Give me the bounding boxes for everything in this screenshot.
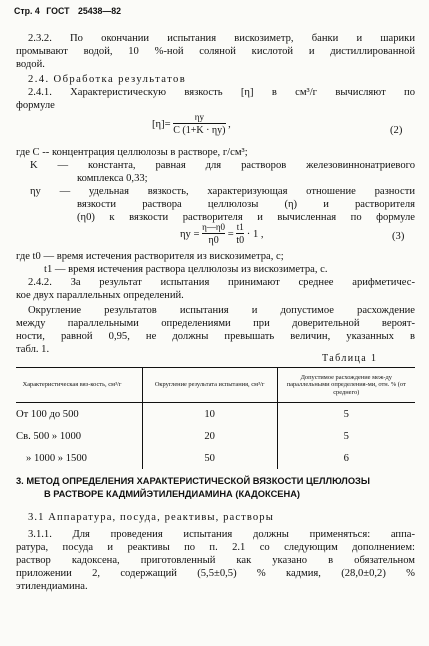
- para-311-line3: раствор кадоксена, приготовленный как указано в обязательном: [16, 555, 415, 566]
- eta-line1: ηу — удельная вязкость, характеризующая отношение разности: [30, 186, 415, 197]
- para-242-line1: 2.4.2. За результат испытания принимают среднее арифметичес-: [28, 277, 415, 288]
- para-311-line5: этилендиамина.: [16, 581, 88, 592]
- formula-3: [180, 222, 264, 247]
- para-311-line2: ратура, посуда и реактивы по п. 2.1 со следующим дополнением:: [16, 542, 415, 553]
- para-311-line1: 3.1.1. Для проведения испытания должны применяться: аппа-: [28, 529, 415, 540]
- formula-3-numerator-2: t1: [236, 222, 244, 232]
- table-header-cell: Допустимое расхождение меж-ду параллельными определения-ми, отн. % (от среднего): [277, 368, 415, 403]
- table-cell: 20: [142, 425, 277, 447]
- formula-3-tail: · 1 ,: [246, 228, 264, 240]
- k-line2: комплекса 0,33;: [77, 173, 148, 184]
- t1-line: t1 — время истечения раствора целлюлозы из вискозиметра, с.: [44, 264, 328, 275]
- round-line3: ности, равной 0,95, не должны превышать величин, указанных в: [16, 331, 415, 342]
- heading-31: 3.1 Аппаратура, посуда, реактивы, растворы: [28, 512, 274, 523]
- round-line2: между параллельными определениями при доверительной вероят-: [16, 318, 415, 329]
- formula-3-denominator-2: t0: [236, 235, 245, 246]
- table-cell: 5: [277, 425, 415, 447]
- table-row: [16, 447, 415, 469]
- formula-3-lhs: ηу =: [180, 228, 200, 240]
- table-title: Таблица 1: [322, 353, 378, 364]
- formula-3-denominator-1: η0: [202, 233, 225, 247]
- table-cell: От 100 до 500: [16, 408, 79, 420]
- formula-3-number: (3): [392, 231, 405, 242]
- round-line1: Округление результатов испытания и допустимое расхождение: [28, 305, 415, 316]
- formula-2: [152, 112, 231, 137]
- k-line1: K — константа, равная для растворов железовиннонатриевого: [30, 160, 415, 171]
- para-241-line2: формуле: [16, 100, 55, 111]
- table-cell: » 1000 » 1500: [26, 452, 87, 464]
- formula-2-fraction: [173, 112, 225, 137]
- eta-line3: (η0) к вязкости растворителя и вычисленная по формуле: [77, 212, 415, 223]
- formula-3-fraction-2: [236, 222, 244, 247]
- section-3-heading-line1: 3. МЕТОД ОПРЕДЕЛЕНИЯ ХАРАКТЕРИСТИЧЕСКОЙ ВЯЗКОСТИ ЦЕЛЛЮЛОЗЫ: [16, 476, 370, 486]
- where-c: где C -- концентрация целлюлозы в растворе, г/см³;: [16, 147, 248, 158]
- standard-number: 25438—82: [77, 6, 122, 16]
- formula-2-lhs: [η]=: [152, 118, 171, 130]
- para-232-line2: промывают водой, 10 %-ной соляной кислотой и дистиллированной: [16, 46, 415, 57]
- table-cell: 50: [142, 447, 277, 469]
- table-row: [16, 425, 415, 447]
- table-header-cell: Характеристическая вяз-кость, см³/г: [16, 368, 142, 403]
- formula-3-numerator-1: η—η0: [202, 222, 226, 232]
- table-1: [16, 368, 415, 469]
- t0-line: где t0 — время истечения растворителя из вискозиметра, с;: [16, 251, 284, 262]
- table-cell: Св. 500 » 1000: [16, 430, 82, 442]
- formula-2-numerator: ηу: [194, 112, 204, 122]
- para-242-line2: кое двух параллельных определений.: [16, 290, 184, 301]
- table-header-cell: Округление результата испытания, см³/г: [142, 368, 277, 403]
- round-line4: табл. 1.: [16, 344, 50, 355]
- formula-2-denominator: C (1+K · ηу): [173, 125, 226, 136]
- table-cell: 10: [142, 403, 277, 426]
- eta-line2: вязкости раствора целлюлозы (η) и растворителя: [77, 199, 415, 210]
- para-311-line4: приложении 2, содержащий (5,5±0,5) % кадмия, (28,0±0,2) %: [16, 568, 415, 579]
- para-232-line3: водой.: [16, 59, 45, 70]
- heading-24: 2.4. Обработка результатов: [28, 74, 187, 85]
- page-number: Стр. 4: [14, 6, 40, 16]
- formula-2-number: (2): [390, 125, 403, 136]
- para-241-line1: 2.4.1. Характеристическую вязкость [η] в см³/г вычисляют по: [28, 87, 415, 98]
- table-row: [16, 403, 415, 426]
- section-3-heading-line2: В РАСТВОРЕ КАДМИЙЭТИЛЕНДИАМИНА (КАДОКСЕНА): [44, 489, 301, 499]
- table-cell: 5: [277, 403, 415, 426]
- table-cell: 6: [277, 447, 415, 469]
- page-header: [14, 6, 121, 16]
- standard-label: ГОСТ: [46, 6, 70, 16]
- formula-3-fraction-1: [202, 222, 225, 247]
- formula-2-tail: ,: [228, 118, 231, 130]
- formula-3-eq: =: [227, 228, 234, 240]
- table-header-row: [16, 368, 415, 403]
- para-232-line1: 2.3.2. По окончании испытания вискозиметр, банки и шарики: [28, 33, 415, 44]
